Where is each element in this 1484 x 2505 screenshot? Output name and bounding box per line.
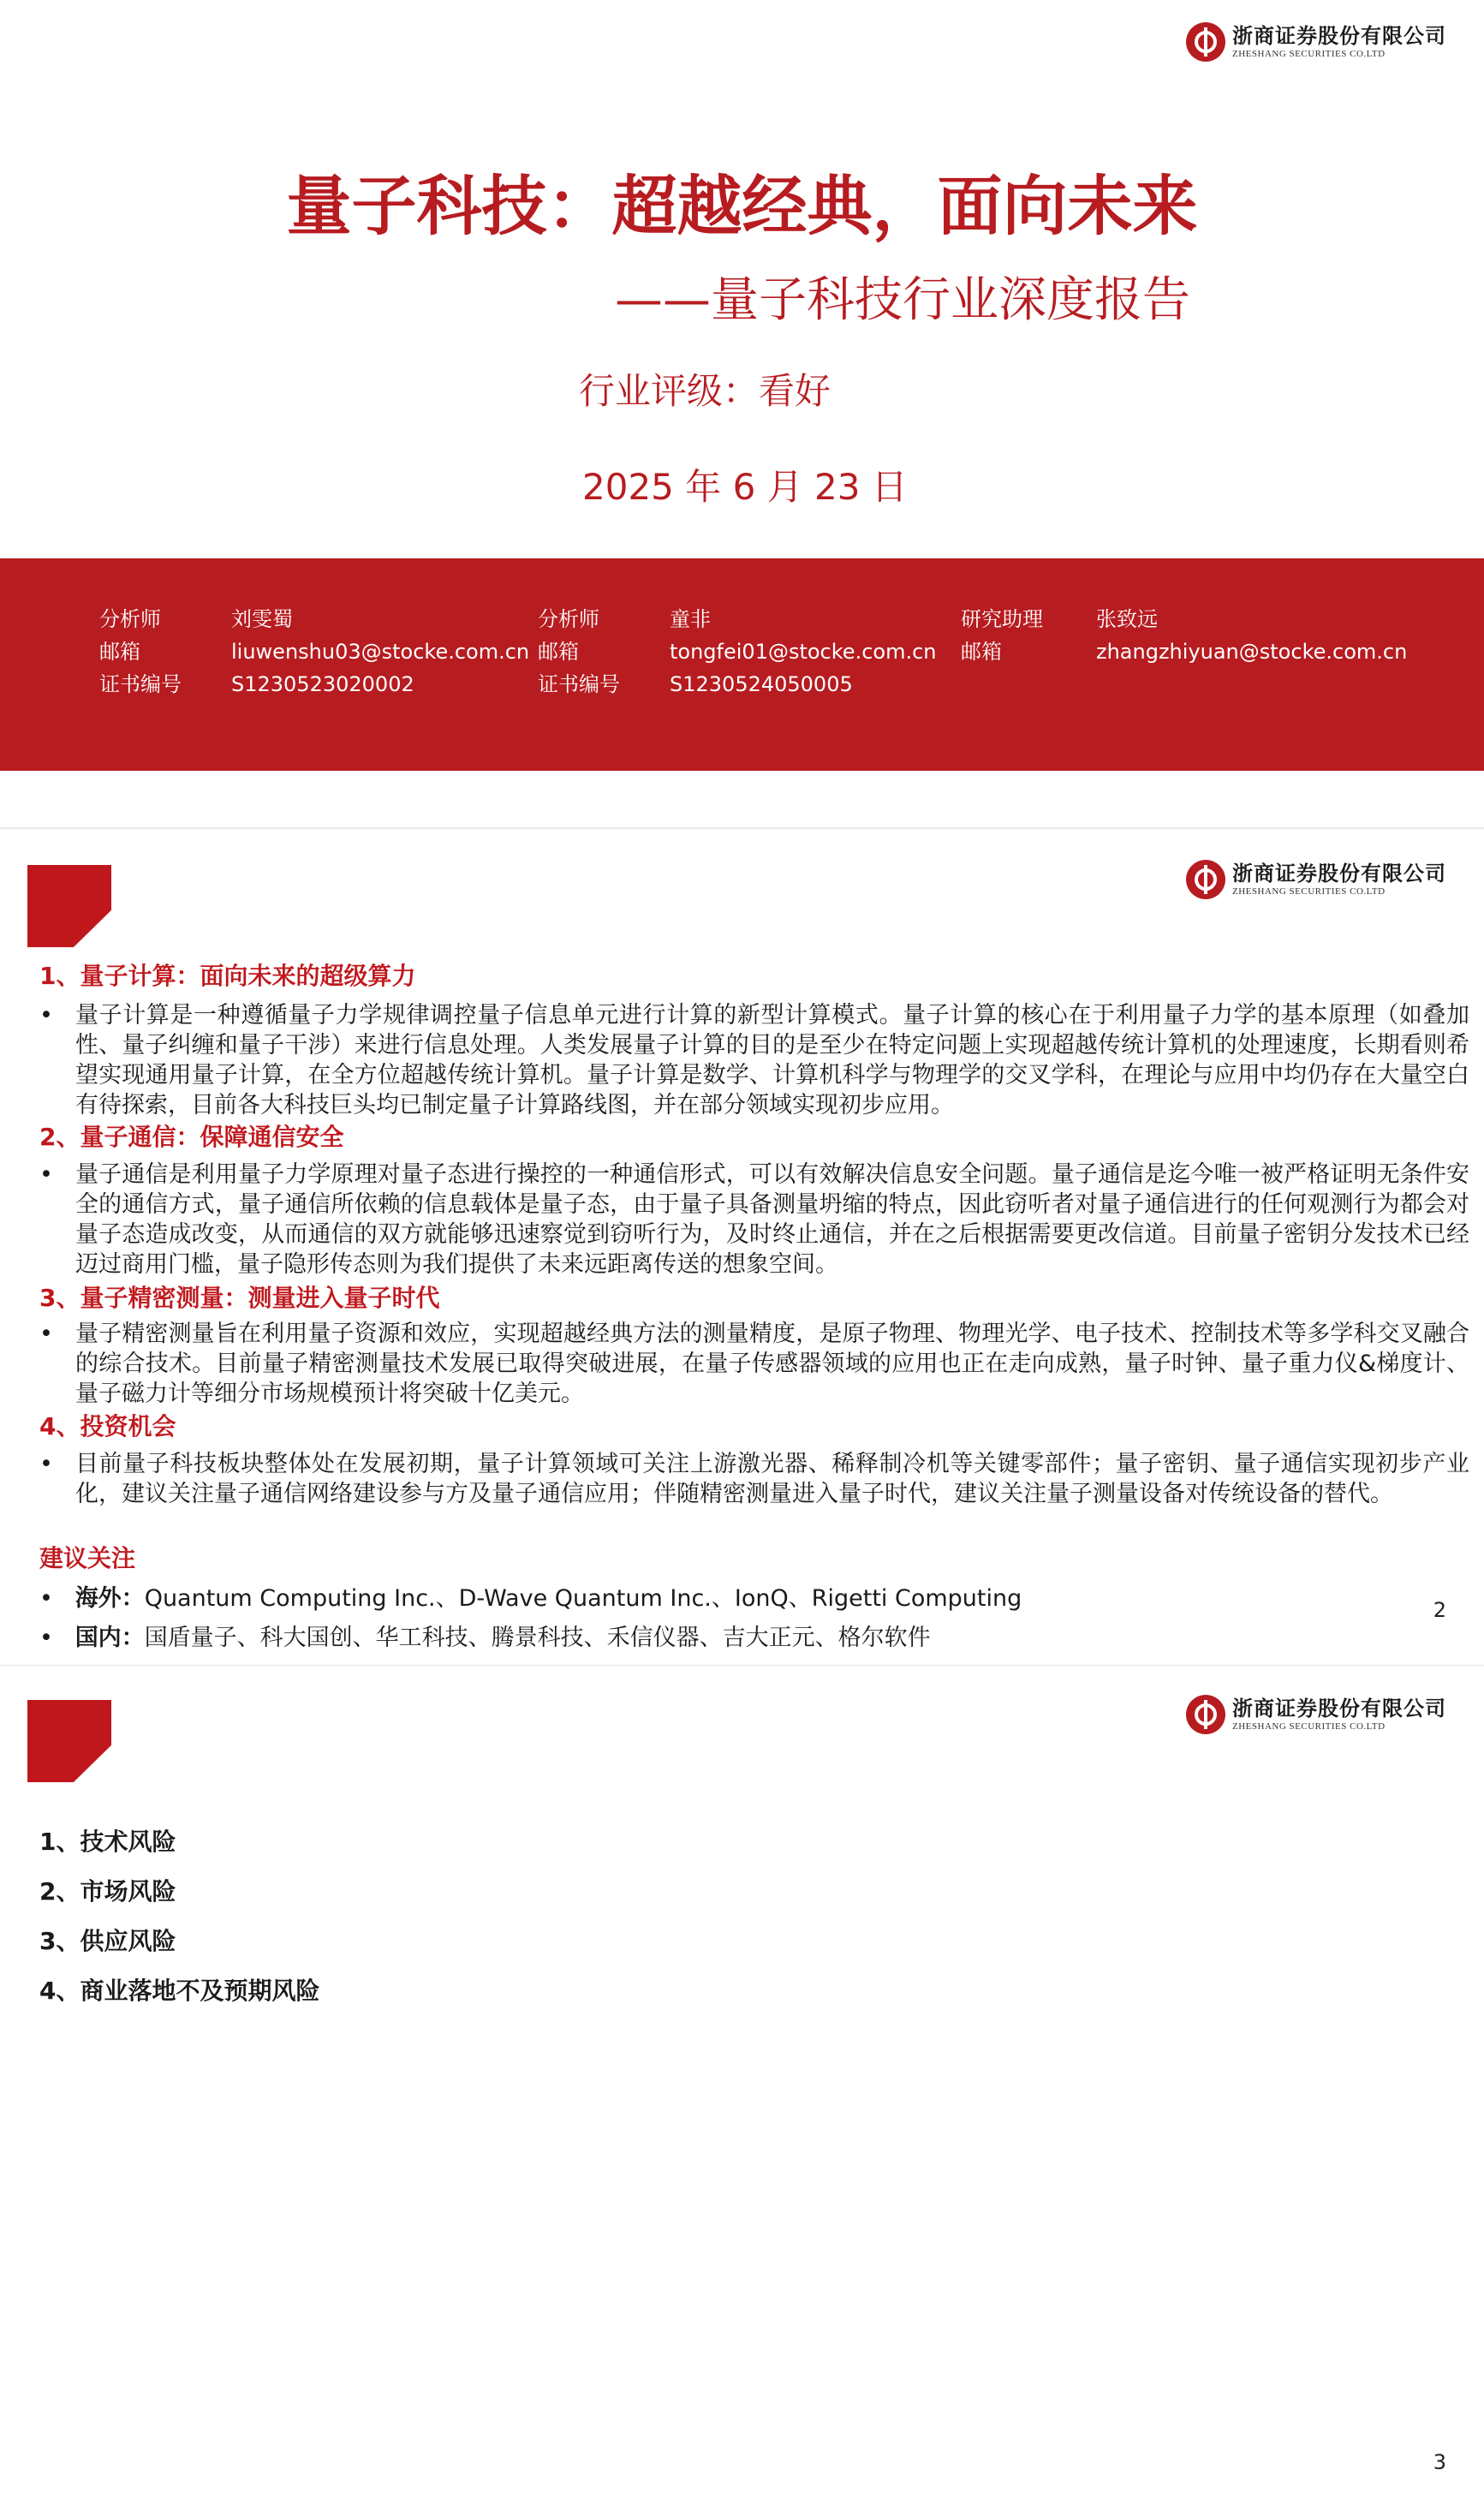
logo-emblem-icon [1186, 22, 1225, 62]
analyst-cert: S1230524050005 [670, 672, 853, 696]
page-number: 3 [1433, 2450, 1446, 2474]
paragraph-text: 量子精密测量旨在利用量子资源和效应，实现超越经典方法的测量精度，是原子物理、物理光学、电子技术、控制技术等多学科交叉融合的综合技术。目前量子精密测量技术发展已取得突破进展，在量子传感器领域的应用也正在走向成熟，量子时钟、量子重力仪&梯度计、量子磁力计等细分市场规模预计将突破十亿美元。 [75, 1321, 1469, 1407]
paragraph-text: 量子计算是一种遵循量子力学规律调控量子信息单元进行计算的新型计算模式。量子计算的核心在于利用量子力学的基本原理（如叠加性、量子纠缠和量子干涉）来进行信息处理。人类发展量子计算的目的是至少在特定问题上实现超越传统计算机的处理速度，长期看则希望实现通用量子计算，在全方位超越传统计算机。量子计算是数学、计算机科学与物理学的交叉学科，在理论与应用中均仍存在大量空白有待探索，目前各大科技巨头均已制定量子计算路线图，并在部分领域实现初步应用。 [75, 1002, 1469, 1118]
bullet: • [39, 1002, 53, 1029]
section-heading: 3、量子精密测量：测量进入量子时代 [39, 1284, 440, 1312]
logo-name-cn: 浙商证券股份有限公司 [1232, 862, 1446, 886]
analyst-role: 分析师 [538, 607, 599, 631]
analyst-block [538, 603, 936, 701]
analyst-role: 研究助理 [961, 607, 1043, 631]
section-heading: 1、量子计算：面向未来的超级算力 [39, 962, 416, 990]
section-paragraph [39, 1000, 1469, 1120]
analyst-name: 童非 [670, 607, 711, 631]
analyst-role: 分析师 [99, 607, 161, 631]
rec-text: Quantum Computing Inc.、D-Wave Quantum Inc.、IonQ、Rigetti Computing [144, 1585, 1022, 1612]
report-date: 2025 年 6 月 23 日 [582, 466, 908, 508]
page-number: 2 [1433, 1598, 1446, 1622]
recommendation-domestic [39, 1619, 931, 1652]
section-heading: 2、量子通信：保障通信安全 [39, 1123, 344, 1151]
logo-emblem-icon [1186, 860, 1225, 899]
bullet: • [39, 1625, 53, 1651]
cover-page [0, 0, 1484, 829]
recommendation-heading: 建议关注 [39, 1544, 136, 1572]
corner-marker [27, 865, 111, 947]
section-paragraph [39, 1319, 1469, 1409]
risks-page [0, 1666, 1484, 2505]
risk-item: 2、市场风险 [39, 1877, 176, 1906]
section-heading: 4、投资机会 [39, 1412, 176, 1440]
rec-label: 海外： [74, 1585, 145, 1612]
cert-label: 证书编号 [538, 672, 620, 696]
analyst-email[interactable]: zhangzhiyuan@stocke.com.cn [1096, 640, 1408, 664]
section-paragraph [39, 1160, 1469, 1279]
bullet: • [39, 1451, 53, 1477]
summary-page [0, 829, 1484, 1666]
risk-item: 1、技术风险 [39, 1828, 176, 1856]
email-label: 邮箱 [538, 640, 579, 664]
logo-name-en: ZHESHANG SECURITIES CO.LTD [1232, 886, 1386, 897]
paragraph-text: 目前量子科技板块整体处在发展初期，量子计算领域可关注上游激光器、稀释制冷机等关键零部件；量子密钥、量子通信实现初步产业化，建议关注量子通信网络建设参与方及量子通信应用；伴随精密测量进入量子时代，建议关注量子测量设备对传统设备的替代。 [75, 1451, 1469, 1507]
logo-name-cn: 浙商证券股份有限公司 [1232, 1697, 1446, 1721]
analyst-name: 张致远 [1096, 607, 1158, 631]
email-label: 邮箱 [961, 640, 1002, 664]
cert-label: 证书编号 [99, 672, 182, 696]
email-label: 邮箱 [99, 640, 140, 664]
company-logo [1186, 22, 1446, 62]
logo-name-cn: 浙商证券股份有限公司 [1232, 24, 1446, 48]
analyst-band [0, 558, 1484, 771]
analyst-email[interactable]: tongfei01@stocke.com.cn [670, 640, 937, 664]
bullet: • [39, 1321, 53, 1347]
logo-name-en: ZHESHANG SECURITIES CO.LTD [1232, 1721, 1386, 1732]
report-subtitle: ——量子科技行业深度报告 [615, 272, 1190, 328]
risk-item: 3、供应风险 [39, 1927, 176, 1955]
rec-label: 国内： [74, 1625, 145, 1651]
analyst-cert: S1230523020002 [231, 672, 414, 696]
logo-name-en: ZHESHANG SECURITIES CO.LTD [1232, 49, 1386, 59]
paragraph-text: 量子通信是利用量子力学原理对量子态进行操控的一种通信形式，可以有效解决信息安全问题。量子通信是迄今唯一被严格证明无条件安全的通信方式，量子通信所依赖的信息载体是量子态，由于量子具备测量坍缩的特点，因此窃听者对量子通信进行的任何观测行为都会对量子态造成改变，从而通信的双方就能够迅速察觉到窃听行为，及时终止通信，并在之后根据需要更改信道。目前量子密钥分发技术已经迈过商用门槛，量子隐形传态则为我们提供了未来远距离传送的想象空间。 [75, 1161, 1469, 1278]
recommendation-overseas [39, 1579, 1022, 1613]
company-logo [1186, 860, 1446, 899]
analyst-block [961, 603, 1407, 668]
bullet: • [39, 1585, 53, 1612]
logo-emblem-icon [1186, 1695, 1225, 1734]
report-title: 量子科技：超越经典，面向未来 [286, 168, 1198, 244]
rec-text: 国盾量子、科大国创、华工科技、腾景科技、禾信仪器、吉大正元、格尔软件 [144, 1625, 931, 1651]
analyst-block [99, 603, 529, 701]
industry-rating: 行业评级：看好 [579, 370, 831, 412]
analyst-name: 刘雯蜀 [231, 607, 293, 631]
company-logo [1186, 1695, 1446, 1734]
bullet: • [39, 1161, 53, 1188]
section-paragraph [39, 1449, 1469, 1539]
corner-marker [27, 1700, 111, 1782]
analyst-email[interactable]: liuwenshu03@stocke.com.cn [231, 640, 530, 664]
risk-item: 4、商业落地不及预期风险 [39, 1977, 320, 2005]
